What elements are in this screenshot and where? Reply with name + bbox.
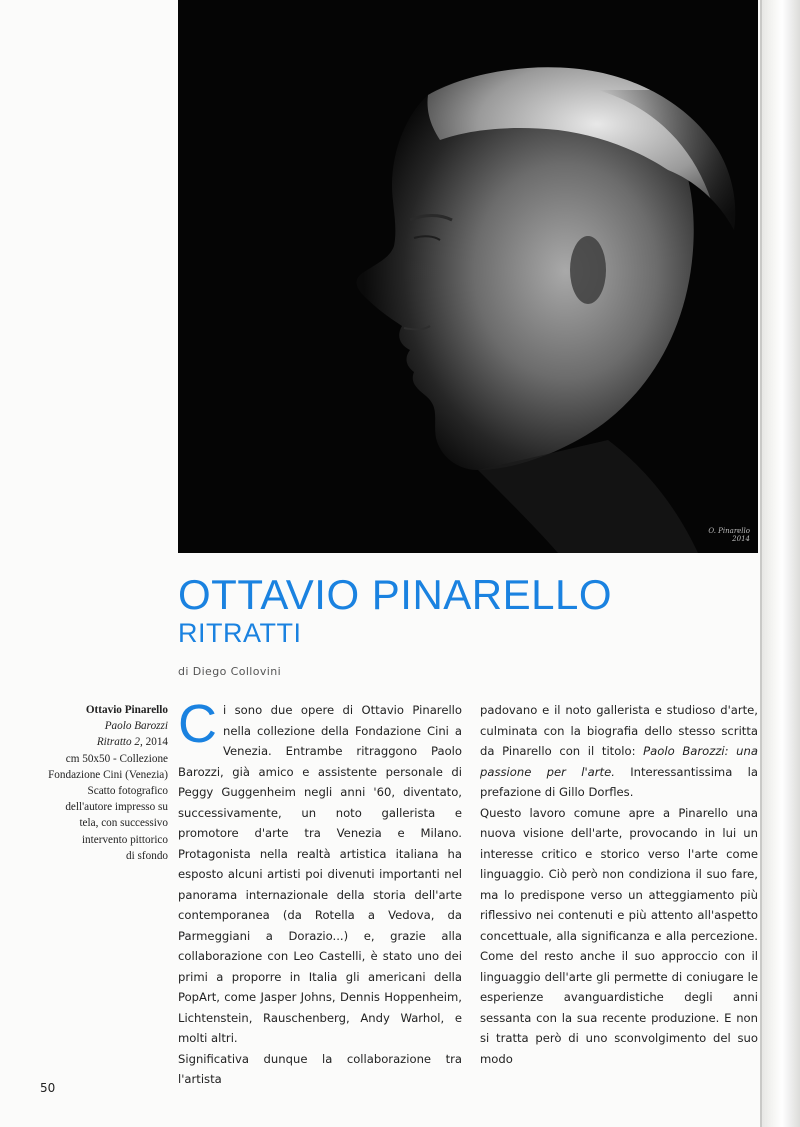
paragraph-3-text-a: padovano e il noto gallerista e studioso d'arte, culminata con la biografia dello stesso scritta da Pinarello con il titolo:: [480, 703, 758, 758]
article-subtitle: RITRATTI: [178, 618, 302, 648]
caption-desc-2: dell'autore impresso su: [65, 801, 168, 814]
byline: di Diego Collovini: [178, 665, 282, 678]
caption-work: [40, 734, 168, 750]
caption-desc-3: tela, con successivo: [79, 817, 168, 830]
caption-desc-4: intervento pittorico: [81, 833, 168, 846]
caption-collection: Fondazione Cini (Venezia): [48, 768, 168, 781]
portrait-profile-photo-icon: [178, 0, 758, 553]
paragraph-1-text: i sono due opere di Ottavio Pinarello nella collezione della Fondazione Cini a Venezia. Entrambe ritraggono Paolo Barozzi, già amico e assistente personale di Peggy Guggenheim negli anni '60, diventato, successivamente, un noto gallerista e promotore d'arte tra Venezia e Milano. Protagonista nella realtà artistica italiana ha esposto alcuni artisti poi divenuti importanti nel panorama internazionale della storia dell'arte contemporanea (da Rotella a Vedova, da Parmeggiani a Dorazio...) e, grazie alla collaborazione con Leo Castelli, è stato uno dei primi a proporre in Italia gli americani della PopArt, come Jasper Johns, Dennis Hoppenheim, Lichtenstein, Rauschenberg, Andy Warhol, e molti altri.: [178, 703, 462, 1045]
paragraph-1: [178, 694, 462, 1049]
caption-desc-5: di sfondo: [126, 849, 168, 862]
book-title: Paolo Barozzi: una passione per l'arte.: [480, 744, 758, 779]
dropcap: C: [178, 694, 217, 754]
image-caption: [40, 702, 168, 864]
paragraph-3-text-b: Interessantissima la prefazione di Gillo Dorfles.: [480, 764, 758, 799]
article-column-left: [178, 694, 462, 1090]
caption-size: cm 50x50 - Collezione: [65, 752, 168, 765]
caption-desc-1: Scatto fotografico: [87, 785, 168, 798]
portrait-photo: [178, 0, 758, 553]
caption-work-title: Ritratto 2,: [96, 736, 143, 749]
caption-subject: Paolo Barozzi: [104, 720, 168, 733]
caption-year: 2014: [142, 736, 168, 749]
page-binding-edge: [760, 0, 800, 1127]
paragraph-4: Questo lavoro comune apre a Pinarello una nuova visione dell'arte, provocando in lui un interesse critico e storico verso l'arte come linguaggio. Ciò però non condiziona il suo fare, ma lo predispone verso un atteggiamento più riflessivo nei contenuti e più attento all'aspetto concettuale, alla significanza e alla percezione. Come del resto anche il suo approccio con il linguaggio dell'arte gli permette di coniugare le esperienze avanguardistiche degli anni sessanta con la sua recente produzione. E non si tratta però di uno sconvolgimento del suo modo: [480, 805, 758, 1066]
article-title: OTTAVIO PINARELLO: [178, 571, 613, 618]
paragraph-2: Significativa dunque la collaborazione tra l'artista: [178, 1051, 462, 1086]
caption-author: Ottavio Pinarello: [85, 704, 168, 716]
paragraph-3: [480, 700, 758, 803]
signature-name: O. Pinarello: [708, 527, 750, 535]
page-number: 50: [40, 1081, 56, 1095]
signature-year: 2014: [732, 535, 750, 543]
photo-signature: [708, 527, 750, 543]
article-column-right: [480, 700, 758, 1069]
